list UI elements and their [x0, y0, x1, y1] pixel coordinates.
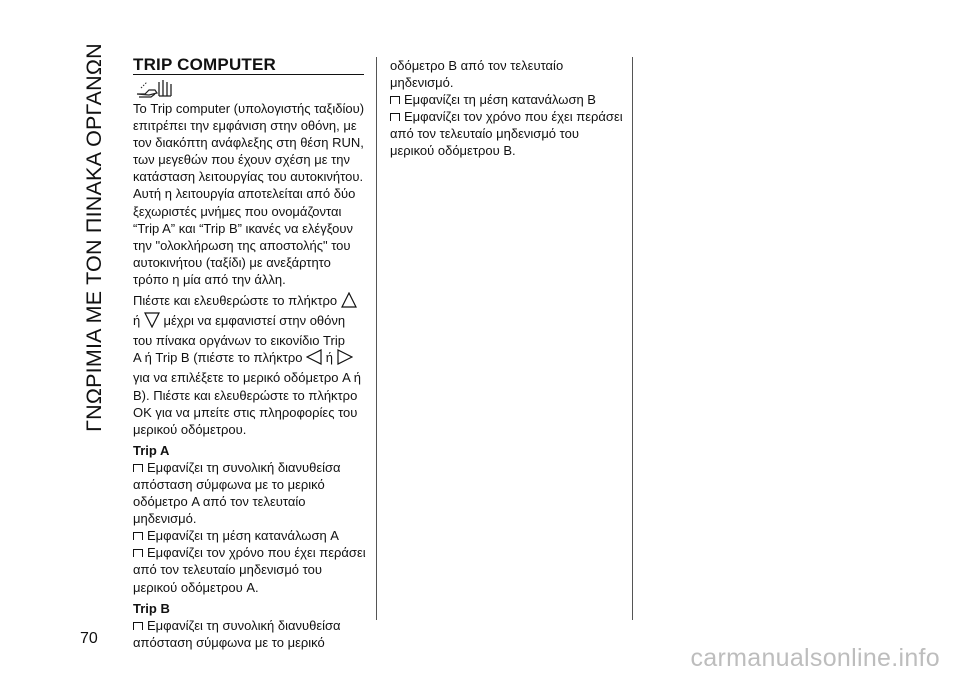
intro-line: Αυτή η λειτουργία αποτελείται από δύο: [133, 186, 356, 202]
chapter-side-title-text: ΓΝΩΡΙΜΙΑ ΜΕ ΤΟΝ ΠΙΝΑΚΑ ΟΡΓΑΝΩΝ: [82, 42, 106, 432]
trip-b-line: μηδενισμό.: [390, 75, 454, 91]
press-line: [133, 312, 370, 332]
arrow-left-button-icon: [306, 349, 322, 369]
bullet-text: Εμφανίζει τη συνολική διανυθείσα: [147, 459, 341, 475]
press-line: B). Πιέστε και ελευθερώστε το πλήκτρο: [133, 387, 358, 403]
press-text: ή: [133, 313, 141, 329]
trip-b-line: οδόμετρο B από τον τελευταίο: [390, 58, 564, 73]
trip-a-line: από τον τελευταίο μηδενισμό του: [133, 562, 322, 578]
trip-a-bullet: [133, 459, 370, 476]
press-text: μέχρι να εμφανιστεί στην οθόνη: [163, 313, 346, 329]
page-number: 70: [80, 630, 98, 647]
bullet-text: Εμφανίζει τη συνολική διανυθείσα: [147, 617, 341, 633]
bullet-text: Εμφανίζει τον χρόνο που έχει περάσει: [404, 109, 623, 125]
intro-line: κατάσταση λειτουργίας του αυτοκινήτου.: [133, 169, 364, 185]
section-title: TRIP COMPUTER: [133, 55, 277, 74]
trip-a-bullet: [133, 544, 370, 561]
intro-line: τρόπο η μία από την άλλη.: [133, 271, 286, 287]
column-divider-right: [632, 57, 633, 620]
bullet-icon: [133, 549, 143, 557]
column-1: [133, 100, 370, 651]
trip-a-bullet: [133, 527, 370, 544]
press-text: A ή Trip B (πιέστε το πλήκτρο: [133, 350, 303, 366]
trip-a-line: μηδενισμό.: [133, 511, 197, 527]
press-text: Πιέστε και ελευθερώστε το πλήκτρο: [133, 293, 338, 309]
bullet-icon: [390, 113, 400, 121]
arrow-right-button-icon: [337, 349, 353, 369]
trip-a-heading: Trip A: [133, 442, 170, 458]
press-line: του πίνακα οργάνων το εικονίδιο Trip: [133, 333, 345, 349]
trip-b-bullet: [133, 617, 370, 634]
trip-a-line: οδόμετρο A από τον τελευταίο: [133, 494, 306, 510]
section-title-underline: [133, 74, 364, 75]
trip-a-line: απόσταση σύμφωνα με το μερικό: [133, 476, 325, 492]
press-line: OK για να μπείτε στις πληροφορίες του: [133, 404, 358, 420]
bullet-text: Εμφανίζει τη μέση κατανάλωση B: [404, 92, 596, 108]
trip-b-bullet: [390, 108, 630, 125]
intro-line: Το Trip computer (υπολογιστής ταξιδίου): [133, 101, 365, 116]
bullet-icon: [133, 622, 143, 630]
intro-line: την "ολοκλήρωση της αποστολής" του: [133, 237, 351, 253]
bullet-text: Εμφανίζει τη μέση κατανάλωση A: [147, 528, 339, 544]
trip-b-line: μερικού οδόμετρου B.: [390, 143, 516, 159]
trip-b-heading: Trip B: [133, 600, 170, 616]
intro-line: επιτρέπει την εμφάνιση στην οθόνη, με: [133, 118, 357, 134]
bullet-icon: [133, 532, 143, 540]
press-line: [133, 292, 370, 312]
press-line: μερικού οδόμετρου.: [133, 421, 247, 437]
bullet-icon: [133, 464, 143, 472]
trip-b-line: απόσταση σύμφωνα με το μερικό: [133, 634, 325, 650]
column-2: [390, 57, 630, 160]
chapter-side-title: [78, 43, 111, 431]
press-text: ή: [325, 350, 333, 366]
intro-line: τον διακόπτη ανάφλεξης στη θέση RUN,: [133, 135, 364, 151]
bullet-icon: [390, 96, 400, 104]
watermark: carmanualsonline.info: [690, 644, 940, 672]
arrow-down-button-icon: [144, 312, 160, 332]
intro-line: αυτοκινήτου (ταξίδι) με ανεξάρτητο: [133, 254, 331, 270]
bullet-text: Εμφανίζει τον χρόνο που έχει περάσει: [147, 545, 366, 561]
column-divider-left: [376, 57, 377, 620]
press-line: για να επιλέξετε το μερικό οδόμετρο A ή: [133, 370, 361, 386]
trip-b-line: από τον τελευταίο μηδενισμό του: [390, 126, 579, 142]
intro-line: των μεγεθών που έχουν σχέση με την: [133, 152, 351, 168]
trip-b-bullet: [390, 91, 630, 108]
intro-line: ξεχωριστές μνήμες που ονομάζονται: [133, 203, 342, 219]
intro-line: “Trip A” και “Trip B” ικανές να ελέγξουν: [133, 220, 354, 236]
arrow-up-button-icon: [341, 292, 357, 312]
trip-a-line: μερικού οδόμετρου A.: [133, 579, 259, 595]
press-line: [133, 349, 370, 369]
